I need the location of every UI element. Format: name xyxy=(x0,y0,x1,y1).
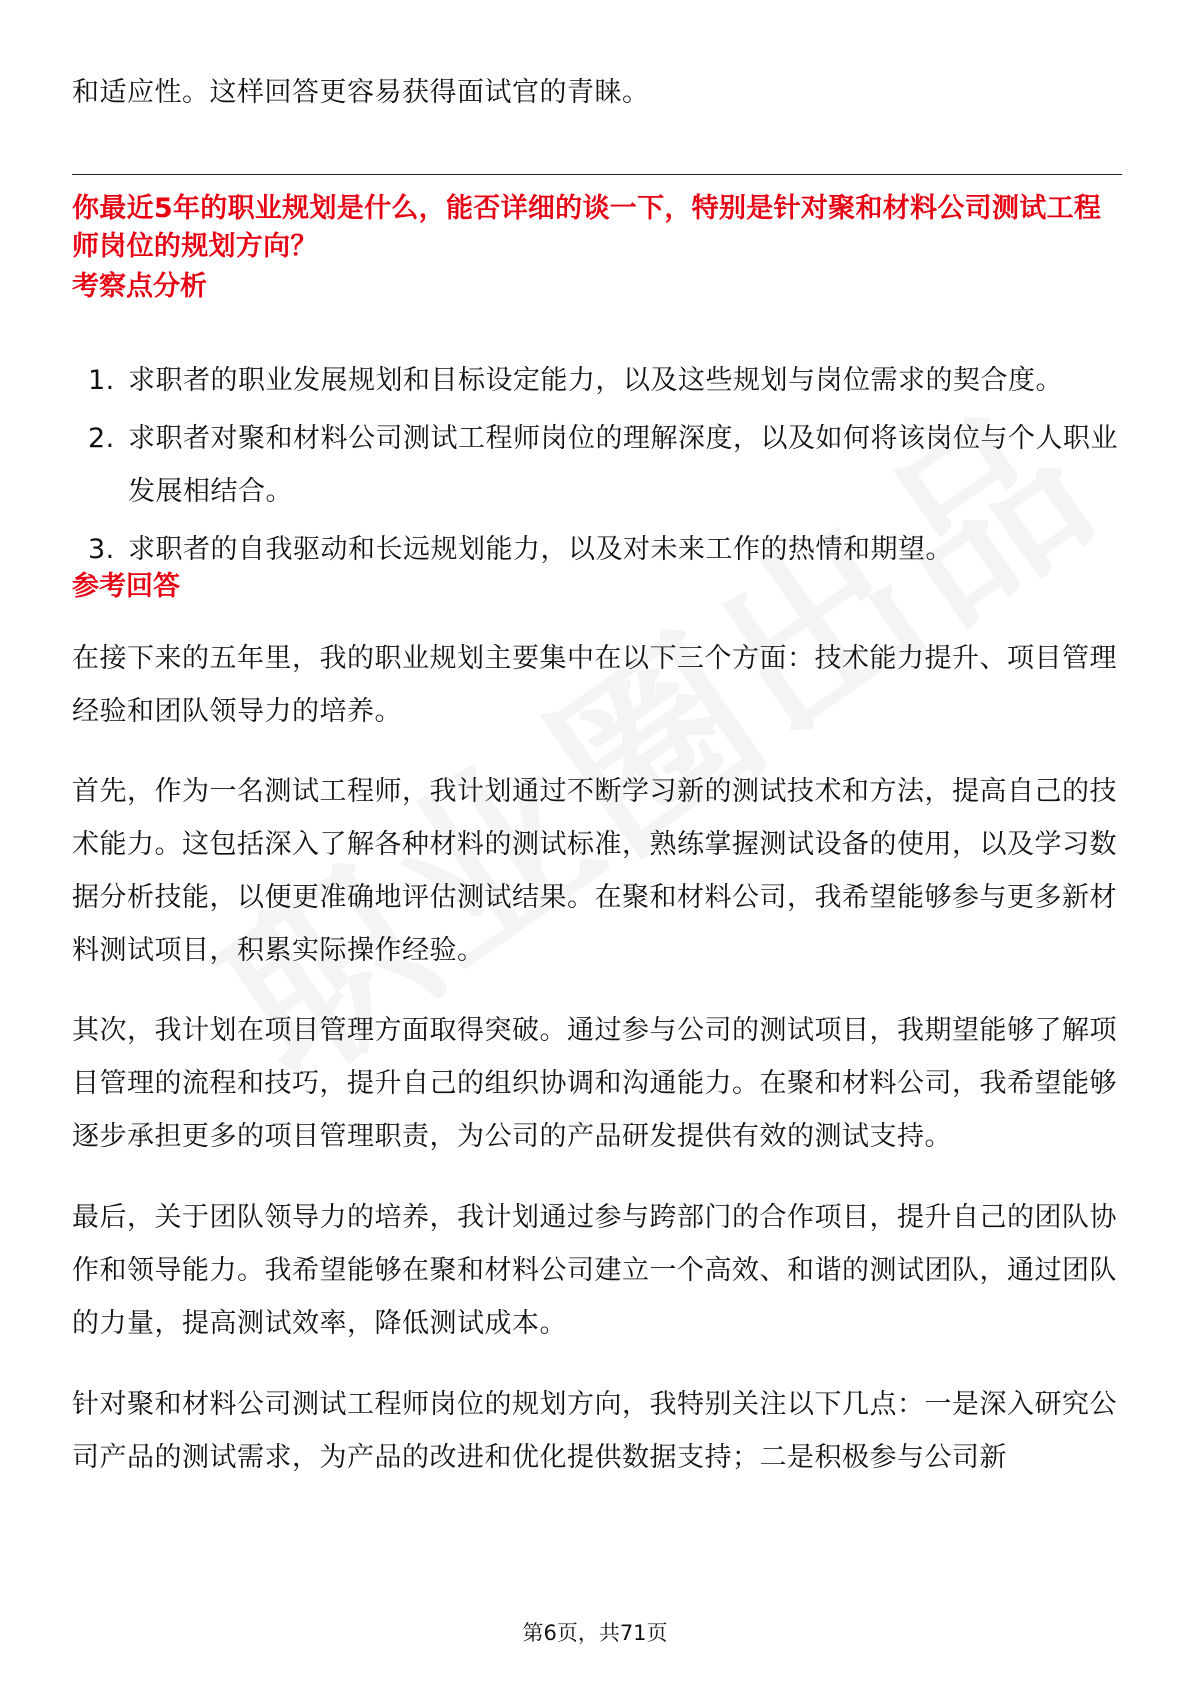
analysis-title: 考察点分析 xyxy=(72,271,207,302)
list-item-number: 2. xyxy=(88,423,115,454)
page-footer: 第6页，共71页 xyxy=(522,1621,668,1645)
answer-paragraph-2: 首先，作为一名测试工程师，我计划通过不断学习新的测试技术和方法，提高自己的技术能力。这包括深入了解各种材料的测试标准，熟练掌握测试设备的使用，以及学习数据分析技能，以便更准确地评估测试结果。在聚和材料公司，我希望能够参与更多新材料测试项目，积累实际操作经验。 xyxy=(72,776,1117,966)
list-item-text: 求职者的职业发展规划和目标设定能力，以及这些规划与岗位需求的契合度。 xyxy=(128,365,1063,396)
question-heading: 你最近5年的职业规划是什么，能否详细的谈一下，特别是针对聚和材料公司测试工程师岗位的规划方向？ xyxy=(72,193,1102,262)
list-item-number: 3. xyxy=(88,534,115,565)
list-item xyxy=(72,412,1122,518)
answer-title: 参考回答 xyxy=(72,571,180,602)
list-item xyxy=(72,523,1122,576)
answer-paragraph-5: 针对聚和材料公司测试工程师岗位的规划方向，我特别关注以下几点：一是深入研究公司产品的测试需求，为产品的改进和优化提供数据支持；二是积极参与公司新 xyxy=(72,1389,1117,1473)
answer-paragraph-1: 在接下来的五年里，我的职业规划主要集中在以下三个方面：技术能力提升、项目管理经验和团队领导力的培养。 xyxy=(72,643,1117,727)
list-item-text: 求职者对聚和材料公司测试工程师岗位的理解深度，以及如何将该岗位与个人职业发展相结合。 xyxy=(128,423,1118,507)
list-item xyxy=(72,354,1122,407)
intro-section xyxy=(72,66,1122,119)
answer-paragraph-4: 最后，关于团队领导力的培养，我计划通过参与跨部门的合作项目，提升自己的团队协作和领导能力。我希望能够在聚和材料公司建立一个高效、和谐的测试团队，通过团队的力量，提高测试效率，降低测试成本。 xyxy=(72,1202,1117,1339)
answer-paragraph-3: 其次，我计划在项目管理方面取得突破。通过参与公司的测试项目，我期望能够了解项目管理的流程和技巧，提升自己的组织协调和沟通能力。在聚和材料公司，我希望能够逐步承担更多的项目管理职责，为公司的产品研发提供有效的测试支持。 xyxy=(72,1015,1117,1152)
analysis-list xyxy=(72,354,1122,581)
list-item-text: 求职者的自我驱动和长远规划能力，以及对未来工作的热情和期望。 xyxy=(128,534,953,565)
section-divider xyxy=(72,174,1122,175)
list-item-number: 1. xyxy=(88,365,115,396)
intro-tail-text: 和适应性。这样回答更容易获得面试官的青睐。 xyxy=(72,77,650,108)
